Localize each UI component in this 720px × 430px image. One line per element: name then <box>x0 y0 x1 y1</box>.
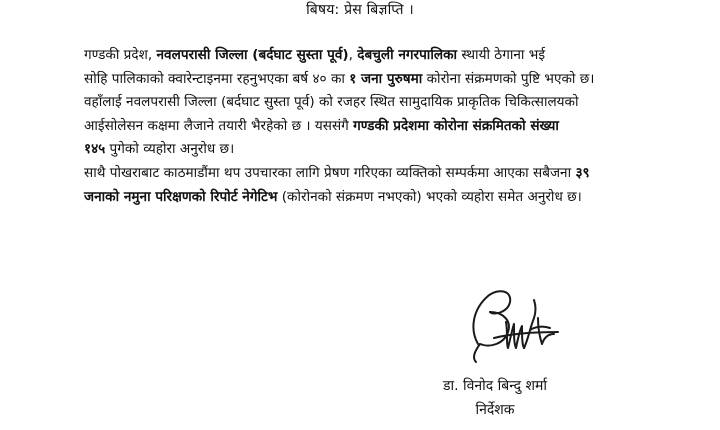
text-line <box>84 186 700 210</box>
text-line <box>84 68 700 92</box>
signer-block <box>420 374 570 422</box>
bold-text-segment: जनाको नमुना परिक्षणको रिपोर्ट नेगेटिभ <box>84 188 278 205</box>
text-line <box>84 162 700 186</box>
bold-text-segment: देबचुली नगरपालिका <box>357 47 458 63</box>
text-segment: पुगेको व्यहोरा अनुरोध छ। <box>105 141 235 158</box>
text-line <box>84 91 700 115</box>
text-segment: आईसोलेसन कक्षमा लैजाने तयारी भैरहेको छ । यससंगै <box>84 117 354 134</box>
bold-text-segment: ३९ <box>575 164 590 181</box>
press-release-body <box>84 44 700 209</box>
subject-line: बिषय: प्रेस बिज्ञप्ति । <box>306 2 414 18</box>
bold-text-segment: १४५ <box>84 141 106 158</box>
signer-title: निर्देशक <box>475 402 515 418</box>
paragraph-case-report <box>84 44 700 162</box>
text-segment: सोहि पालिकाको क्वारेन्टाइनमा रहनुभएका बर्ष ४० का <box>84 70 350 87</box>
bold-text-segment: नवलपरासी जिल्ला (बर्दघाट सुस्ता पूर्व) <box>156 47 349 63</box>
text-segment: गण्डकी प्रदेश, <box>84 47 157 63</box>
bold-text-segment: गण्डकी प्रदेशमा कोरोना संक्रमितको संख्या <box>353 117 559 134</box>
text-line <box>84 115 700 139</box>
text-segment: (कोरोनको संक्रमण नभएको) भएको व्यहोरा समेत अनुरोध छ। <box>277 188 582 205</box>
text-segment: स्थायी ठेगाना भई <box>457 47 545 63</box>
paragraph-negative-reports <box>84 162 700 209</box>
bold-text-segment: १ जना पुरुषमा <box>349 70 423 87</box>
text-segment: साथै पोखराबाट काठमाडौंमा थप उपचारका लागि प्रेषण गरिएका व्यक्तिको सम्पर्कमा आएका सबैजना <box>84 164 576 181</box>
handwritten-signature-icon <box>450 282 570 366</box>
signer-name: डा. विनोद बिन्दु शर्मा <box>442 378 548 394</box>
text-line <box>84 138 700 162</box>
text-segment: , <box>348 47 358 63</box>
text-segment: कोरोना संक्रमणको पुष्टि भएको छ। <box>422 70 595 87</box>
text-line <box>84 44 700 68</box>
text-segment: वहाँलाई नवलपरासी जिल्ला (बर्दघाट सुस्ता पूर्व) को रजहर स्थित सामुदायिक प्राकृतिक चिकित्सालयको <box>84 94 579 111</box>
